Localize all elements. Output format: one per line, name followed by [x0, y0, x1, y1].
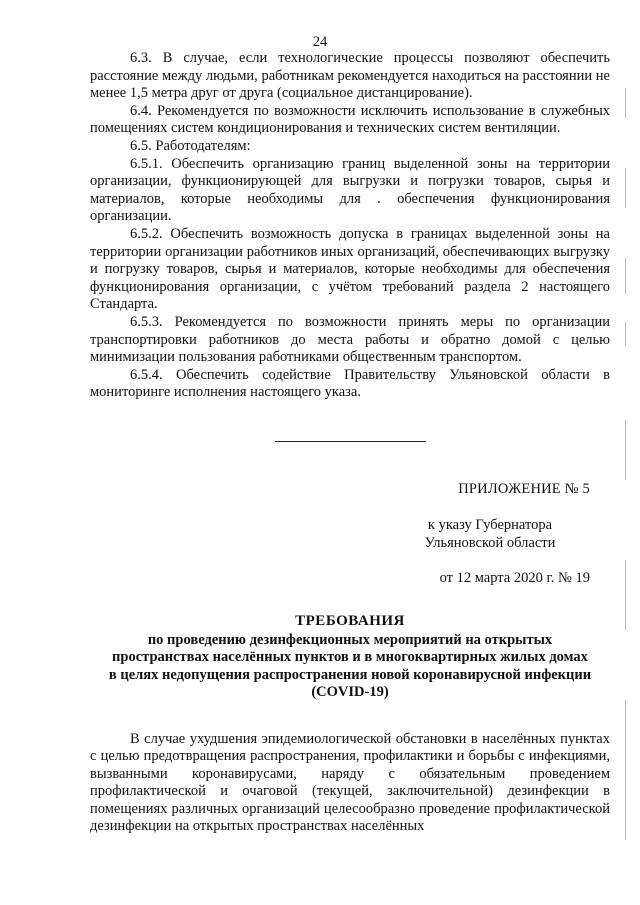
appendix-reference — [390, 517, 590, 552]
paragraph-6-5-4: 6.5.4. Обеспечить содействие Правительству Ульяновской области в мониторинге исполнения настоящего указа. — [90, 366, 610, 401]
paragraph-6-5-3: 6.5.3. Рекомендуется по возможности принять меры по организации транспортировки работников до места работы и обратно домой с целью минимизации пользования работниками общественным транспортом. — [90, 313, 610, 366]
requirements-heading — [90, 613, 610, 702]
appendix-title: ПРИЛОЖЕНИЕ № 5 — [458, 481, 590, 497]
appendix-ref-line-2: Ульяновской области — [424, 534, 556, 551]
heading-line-4: (COVID-19) — [311, 684, 389, 701]
paragraph-6-5-2: 6.5.2. Обеспечить возможность допуска в границах выделенной зоны на территории организации работников иных организаций, обеспечивающих выгрузку и погрузку товаров, сырья и материалов, которые необходимы для обеспечения функционирования организации, с учётом требований раздела 2 настоящего Стандарта. — [90, 225, 610, 313]
heading-line-2: пространствах населённых пунктов и в многоквартирных жилых домах — [112, 649, 588, 666]
scan-edge-mark — [625, 168, 626, 208]
paragraph-6-3: 6.3. В случае, если технологические процессы позволяют обеспечить расстояние между людьми, работникам рекомендуется находиться на расстоянии не менее 1,5 метра друг от друга (социальное дистанцирование). — [90, 50, 610, 102]
heading-line-1: по проведению дезинфекционных мероприятий на открытых — [147, 631, 553, 648]
intro-paragraph: В случае ухудшения эпидемиологической обстановки в населённых пунктах с целью предотвращения распространения, профилактики и борьбы с инфекциями, вызванными коронавирусами, наряду с обязательным проведением профилактической и очаговой (текущей, заключительной) дезинфекции в помещениях различных организаций целесообразно проведение профилактической дезинфекции на открытых пространствах населённых — [90, 730, 610, 835]
scan-edge-mark — [625, 258, 626, 294]
section-6-text — [90, 50, 610, 402]
appendix-date: от 12 марта 2020 г. № 19 — [439, 570, 590, 586]
scan-edge-mark — [625, 322, 626, 346]
heading-main-title: ТРЕБОВАНИЯ — [295, 613, 405, 629]
paragraph-6-5-1: 6.5.1. Обеспечить организацию границ выделенной зоны на территории организации, функционирующей для выгрузки и погрузки товаров, сырья и материалов, которые необходимы для . обеспечения функционирования организации. — [90, 155, 610, 225]
section-separator-line — [275, 441, 426, 442]
appendix-ref-line-1: к указу Губернатора — [427, 517, 553, 533]
page-number: 24 — [312, 34, 328, 50]
scan-edge-mark — [625, 420, 626, 480]
scan-edge-mark — [625, 700, 626, 840]
scan-edge-mark — [625, 560, 626, 630]
paragraph-6-4: 6.4. Рекомендуется по возможности исключить использование в служебных помещениях систем кондиционирования и технических систем вентиляции. — [90, 102, 610, 137]
paragraph-6-5: 6.5. Работодателям: — [130, 137, 251, 154]
scan-edge-mark — [625, 88, 626, 118]
heading-line-3: в целях недопущения распространения новой коронавирусной инфекции — [108, 666, 592, 683]
